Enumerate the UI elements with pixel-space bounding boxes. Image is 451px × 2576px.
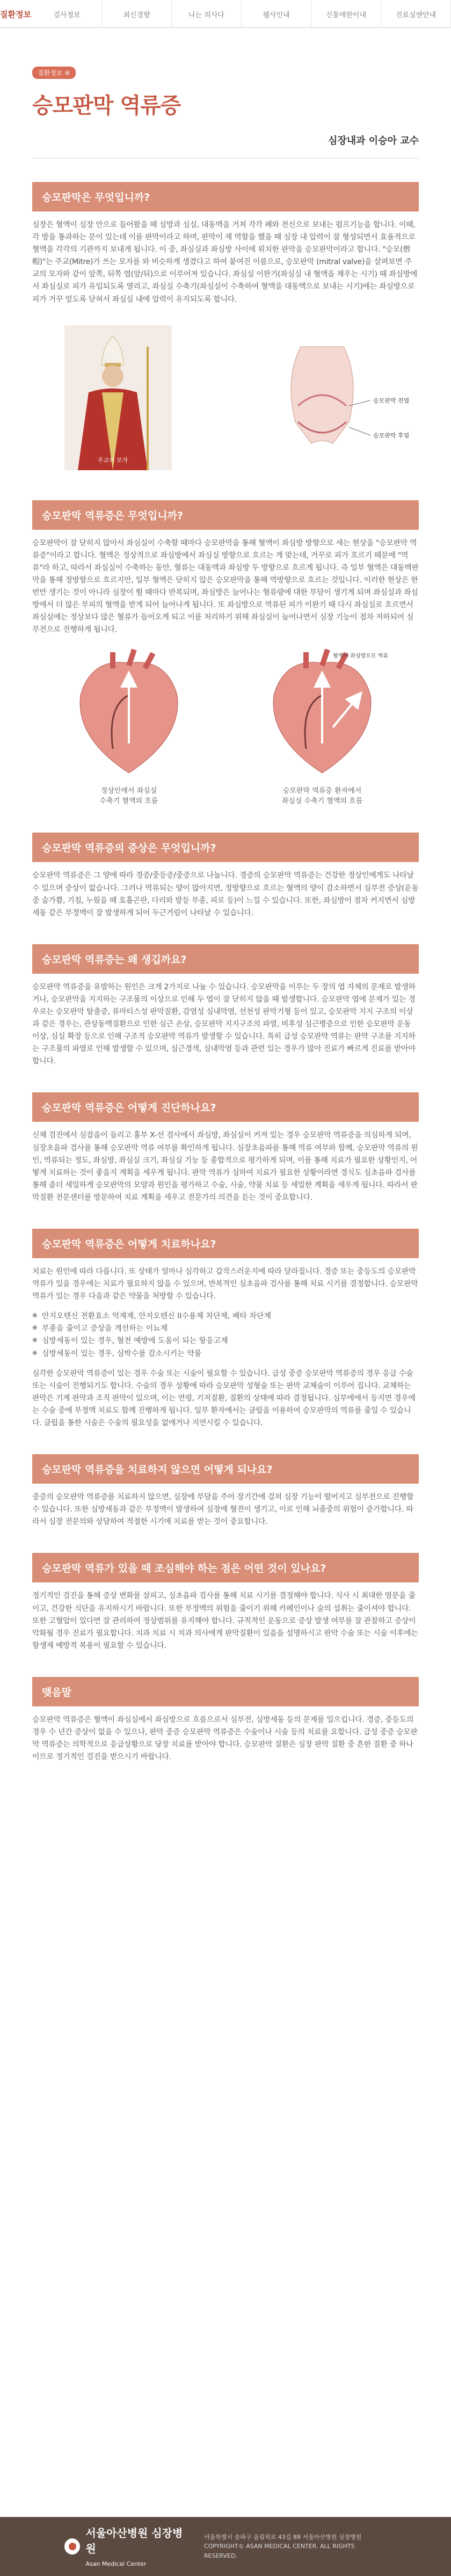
section-body: 신체 검진에서 심잡음이 들리고 흉부 X-선 검사에서 좌심방, 좌심실이 커져 있는 경우 승모판막 역류증을 의심하게 되며, 심장초음파 검사를 통해 승모판막 역류 여부를 확인하게 됩니다. 심장초음파를 통해 역류 여부와 함께, 승모판막 역류의 원인, 역류되는 정도, 좌심방, 좌심실 크기, 좌심실 기능 등 종합적으로 평가하게 되며, 이를 통해 치료가 필요한 상황인지, 어떻게 치료하는 것이 좋을지 계획을 세우게 됩니다. 판막 역류가 심하여 치료가 필요한 상황이라면 경식도 심초음파 검사를 통해 좀더 세밀하게 승모판막의 모양과 원인을 평가하고 수술, 시술, 약물 치료 등 세밀한 계획을 세우게 됩니다. 따라서 판막질환 전문센터를 방문하여 치료 계획을 세우고 전문가의 의견을 듣는 것이 중요합니다. — [32, 1131, 418, 1202]
section-what-is-mitral-valve — [32, 182, 419, 476]
regurgitation-heart-figure — [242, 647, 403, 808]
list-item: ◉ 심방세동이 있는 경우, 혈전 예방에 도움이 되는 항응고제 — [32, 1335, 419, 1347]
logo-subtext: Asan Medical Center — [85, 2560, 147, 2567]
normal-heart-figure — [48, 647, 209, 808]
normal-heart-image — [48, 647, 209, 781]
section-body: 정기적인 검진을 통해 증상 변화를 살피고, 심초음파 검사를 통해 치료 시기를 결정해야 합니다. 식사 시 최대한 염분을 줄이고, 건강한 식단을 유지하시기 바랍니다. 또한 부정맥의 위험을 줄이기 위해 카페인이나 술의 섭취는 줄이셔야 합니다. 또한 고혈압이 있다면 잘 관리하여 정상범위를 유지해야 합니다. 규칙적인 운동으로 증상 발생 여부를 잘 관찰하고 증상이 악화될 경우 진료가 필요합니다. 치과 치료 시 치과 의사에게 판막질환이 있음을 설명하시고 판막 수술 또는 시술 이후에는 항생제 예방적 복용이 필요할 수 있습니다. — [32, 1592, 418, 1650]
section-diagnosis — [32, 1092, 419, 1204]
page-title: 승모판막 역류증 — [32, 93, 181, 118]
section-heading: 승모판막 역류증은 무엇입니까? — [32, 500, 419, 530]
hospital-logo[interactable] — [64, 2524, 191, 2568]
section-what-is-regurgitation — [32, 500, 419, 808]
list-item: ◉ 부종을 줄이고 증상을 개선하는 이뇨제 — [32, 1323, 419, 1335]
list-item: ◉ 심방세동이 있는 경우, 심박수를 감소시키는 약물 — [32, 1348, 419, 1360]
list-item: ◉ 안지오텐신 전환효소 억제제, 안지오텐신 II수용체 차단제, 베타 차단제 — [32, 1310, 419, 1323]
footer-address: 서울특별시 송파구 올림픽로 43길 88 서울아산병원 심장병원 — [203, 2533, 362, 2541]
caption-regurgitation: 승모판막 역류증 환자에서 좌심실 수축기 혈액의 흐름 — [281, 787, 363, 805]
section-body: 심장은 혈액이 심장 안으로 들어왔을 때 심방과 심실, 대동맥을 거쳐 각각 폐와 전신으로 보내는 펌프기능을 합니다. 이때, 각 방을 통과하는 문이 있는데 이를 판막이라고 하며, 판막이 제 역할을 했을 때 심장 내 압력이 잘 형성되면서 효율적으로 혈액을 각각의 기관까지 보내게 됩니다. 이 중, 좌심실과 좌심방 사이에 위치한 판막을 승모판막이라고 합니다. "승모(僧帽)"는 주교(Mitre)가 쓰는 모자를 와 비슷하게 생겼다고 하여 붙여진 이름으로, 승모판막 (mitral valve)을 살펴보면 주교의 모자와 같이 앞쪽, 뒤쪽 엽(앞/뒤)으로 이루어져 있습니다. 좌심실 이완기(좌심실 내 혈액을 채우는 시기) 때 좌심방에서 좌심실로 피가 유입되도록 열리고, 좌심실 수축기(좌심실이 수축하여 혈액을 대동맥으로 보내는 시기)에는 좌심방으로 피가 거꾸 엎도록 닫혀서 좌심실 내에 압력이 유지되도록 합니다. — [32, 221, 418, 304]
section-heading: 승모판막 역류증는 왜 생깁까요? — [32, 944, 419, 974]
footer-copyright: COPYRIGHT© ASAN MEDICAL CENTER. ALL RIGHTS RESERVED. — [203, 2543, 355, 2559]
footer-info — [204, 2533, 387, 2561]
label-regurgitation: 혈액이 좌심방으로 역류 — [333, 653, 388, 660]
label-posterior-leaflet: 승모판막 후엽 — [373, 432, 410, 439]
caption-normal: 정상인에서 좌심실 수축기 혈액의 흐름 — [99, 787, 158, 805]
mitral-valve-illustration — [32, 315, 419, 476]
nav-tabs — [32, 0, 451, 28]
tab-news[interactable]: 신통애한이내 — [311, 0, 381, 28]
section-symptoms — [32, 833, 419, 919]
regurgitation-heart-image — [242, 647, 403, 781]
section-conclusion — [32, 1677, 419, 1763]
section-heading: 승모판막 역류증은 어떻게 진단하나요? — [32, 1092, 419, 1122]
logo-text: 서울아산병원 심장병원 — [85, 2527, 183, 2555]
category-tag: 질환정보 ④ — [32, 67, 76, 79]
tab-wellness[interactable]: 웰사인내 — [242, 0, 311, 28]
section-body: 치료는 원인에 따라 다릅니다. 또 상태가 얼마나 심각하고 갑작스러운지에 따라 달라집니다. 경증 또는 중등도의 승모판막 역류가 있을 경우에는 치료가 필요하지 않을 수 있으며, 반복적인 심초음파 검사를 통해 치료 시기를 결정합니다. 승모판막 역류가 있는 경우 다음과 같은 약물을 처방할 수 있습니다. — [32, 1267, 418, 1301]
tab-exam-info[interactable]: 검사정보 — [32, 0, 102, 28]
heart-flow-illustration — [32, 647, 419, 808]
tab-trends[interactable]: 최신경향 — [102, 0, 172, 28]
section-heading: 승모판막 역류증을 치료하지 않으면 어떻게 되나요? — [32, 1454, 419, 1484]
tab-i-am-doctor[interactable]: 나는 의사다 — [172, 0, 242, 28]
section-causes — [32, 944, 419, 1068]
article — [0, 28, 451, 1763]
section-body: 중증의 승모판막 역류증를 치료하지 않으면, 심장에 부담을 주어 장기간에 걸쳐 심장 기능이 떨어지고 심부전으로 진행할 수 있습니다. 또한 심방세동과 같은 부정맥이 발생하여 심장에 혈전이 생기고, 이로 인해 뇌졸중의 위험이 증가합니다. 따라서 심장 전문의와 상담하여 적절한 시기에 치료를 받는 것이 중요합니다. — [32, 1493, 414, 1527]
section-body: 승모판막 역류증은 그 양에 따라 경증/중등증/중증으로 나눕니다. 경증의 승모판막 역류증는 건강한 정상인에게도 나타날 수 있으며 증상이 없습니다. 그러나 역류되는 양이 많아지면, 정방향으로 흐르는 혈액의 양이 감소하면서 심부전 증상(운동 중 숨가쁨, 기침, 누웠을 때 호흡곤란, 다리와 발등 부종, 피로 등)이 느낄 수 있습니다. 또한, 좌심방이 점차 커지면서 심방세동 같은 부정맥이 잘 발생하게 되어 두근거림이 나타날 수 있습니다. — [32, 871, 419, 917]
label-anterior-leaflet: 승모판막 전엽 — [373, 397, 410, 404]
tab-clinic-guide[interactable]: 진료실엔안내 — [381, 0, 451, 28]
brand-label[interactable]: 질환정보 — [0, 9, 31, 19]
section-body-2: 심각한 승모판막 역류증이 있는 경우 수술 또는 시술이 필요할 수 있습니다. 급성 중증 승모판막 역류증의 경우 응급 수술 또는 시술이 진행되기도 합니다. 수술의 경우 상황에 따라 승모판막 성형술 또는 판막 교체술이 이루어 집니다. 교체하는 판막은 기계 판막과 조직 판막이 있으며, 이는 연령, 기저질환, 질환의 상태에 따라 결정됩니다. 심부에에서 등지면 경우에는 수술 중에 부정맥 치료도 함께 진행하게 됩니다. 일부 환자에서는 클립을 이용하여 승모판막의 역류를 줄일 수 있습니다. 클립을 통한 시술은 수술의 필요성을 없애거나 지연시킬 수 있습니다. — [32, 1369, 416, 1428]
author-line: 심장내과 이승아 교수 — [32, 133, 419, 158]
label-mitre: 주교의 모자 — [97, 456, 128, 464]
section-untreated — [32, 1454, 419, 1528]
section-body: 승모판막이 잘 닫히지 않아서 좌심실이 수축할 때마다 승모판막을 통해 혈액이 좌심방 방향으로 새는 현상을 "승모판막 역류증"이라고 합니다. 혈액은 정상적으로 좌심방에서 좌심실 방향으로 흐르는 게 맞는데, 거꾸로 피가 흐르기 때문에 "역류"라 하고, 따라서 좌심실이 수축하는 동안, 혈류는 대동맥과 좌심방 두 방향으로 흐르게 됩니다. 즉 일부 혈액은 대동맥판막을 통해 정방향으로 흐르지만, 일부 혈액은 닫히지 않은 승모판막을 통해 역방향으로 흐르는 것입니다. 이러한 현상은 한 번만 생기는 것이 아니라 심장이 뛸 때마다 반복되며, 좌심방은 늘어나는 혈류량에 대한 부담이 생기게 되며 좌심실과 좌심방에서 더 많은 부피의 혈액을 받게 되어 늘어나게 됩니다. 또 좌심방으로 역류된 피가 이완기 때 다시 좌심실로 흐르면서 좌심실에는 정상보다 많은 혈류가 들어오게 되고 이를 처리하기 위해 좌심실이 늘어나면서 심장 기능이 점차 저하되어 심부전으로 진행하게 됩니다. — [32, 538, 419, 634]
section-heading: 승모판막 역류증은 어떻게 치료하나요? — [32, 1229, 419, 1258]
section-heading: 승모판막은 무엇입니까? — [32, 182, 419, 211]
section-heading: 승모판막 역류증의 증상은 무엇입니까? — [32, 833, 419, 862]
section-body: 승모판막 역류증을 유발하는 원인은 크게 2가지로 나눌 수 있습니다. 승모판막을 이루는 두 장의 엽 자체의 문제로 발생하거나, 승모판막을 지지하는 구조물의 이상으로 인해 두 엽이 잘 닫히지 않을 때 발생합니다. 승모판막 엽에 문제가 있는 경우로는 승모판막 탈출증, 류마티스성 판막질환, 감염성 심내막염, 선천성 판막기형 등이 있고, 승모판막 지지 구조의 이상과 같은 경우는, 관상동맥질환으로 인한 심근 손상, 승모판막 지지구조의 파열, 비후성 심근병증으로 인한 승모판막 운동 이상, 심실 확장 등으로 인해 구조적 승모판막 역류가 발생할 수 있습니다. 특히 급성 승모판막 역류는 판막 구조를 지지하는 구조물의 파열로 인해 발생할 수 있으며, 심근경색, 심내막염 등과 관련 있는 경우가 많아 진료가 빠르게 진료를 받아야 합니다. — [32, 982, 416, 1066]
bishop-and-valve-image — [32, 315, 419, 476]
section-treatment — [32, 1229, 419, 1429]
top-navigation — [0, 0, 451, 28]
section-heading: 승모판막 역류가 있을 때 조심해야 하는 점은 어떤 것이 있나요? — [32, 1553, 419, 1582]
footer — [0, 2517, 451, 2576]
section-heading: 맺음말 — [32, 1677, 419, 1706]
medication-list — [32, 1310, 419, 1360]
section-precautions — [32, 1553, 419, 1652]
section-body: 승모판막 역류증은 혈액이 좌심실에서 좌심방으로 흐름으로서 심부전, 심방세동 등의 문제를 일으킵니다. 경증, 중등도의 경우 수 년간 증상이 없을 수 있으나, 판막 중증 승모판막 역류증은 수술이나 시술 등의 치료를 요합니다. 급성 중증 승모판막 역류증는 의학적으로 응급상황으로 당장 치료를 받아야 합니다. 승모판막 질환은 심장 판막 질환 중 흔한 질환 중 하나이므로 정기적인 검진을 받으시기 바랍니다. — [32, 1715, 418, 1762]
logo-icon — [64, 2538, 80, 2555]
